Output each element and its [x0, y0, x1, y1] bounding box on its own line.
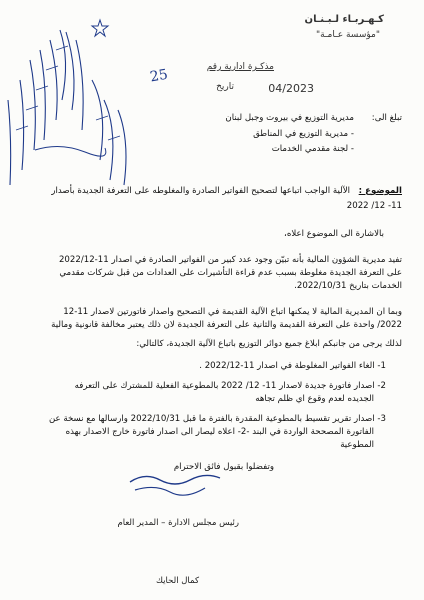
paragraph-line: تفيد مديرية الشؤون المالية بأنه تبيّن وجود عدد كبير من الفواتير الصادرة في اصدار 11-2022/12	[58, 255, 402, 265]
org-type: "مؤسسة عـامـة"	[315, 30, 380, 40]
closing-line: وتفضلوا بقبول فائق الاحترام	[173, 462, 274, 472]
signature-title: رئيس مجلس الادارة – المدير العام	[117, 518, 239, 528]
recipients-label: تبلغ الى:	[371, 113, 402, 123]
handwritten-date-squiggle	[120, 470, 240, 500]
paragraph-line: لذلك يرجى من جانبكم ابلاغ جميع دوائر التوزيع باتباع الآلية الجديدة، كالتالي:	[136, 339, 402, 349]
paragraph-line: 2022/ واحدة على التعرفة القديمة والثانية على التعرفة الجديدة لان ذلك يعتبر مخالفة قانونية ومالية	[51, 320, 402, 330]
margin-handwriting-scribbles	[0, 20, 135, 190]
memo-date-label: تاريخ	[216, 82, 234, 92]
recipient-item: - مديرية التوزيع في المناطق	[253, 129, 354, 139]
subject-line-1: الآلية الواجب اتباعها لتصحيح الفواتير الصادرة والمغلوطه على التعرفة الجديدة بأصدار	[51, 186, 350, 196]
paragraph-line: وبما ان المديرية المالية لا يمكنها اتباع الآلية القديمة في التصحيح واصدار فاتورتين لاصدار 11-12	[63, 307, 402, 317]
memo-number-handwritten: 25	[148, 66, 170, 86]
paragraph-line: الخدمات بتاريخ 2022/10/31.	[294, 281, 402, 291]
memo-date-value: 04/2023	[268, 82, 314, 95]
subject-label: الموضوع :	[358, 186, 402, 196]
recipient-item: - لجنة مقدمي الخدمات	[271, 144, 354, 154]
step-line: المطوعية	[340, 440, 374, 450]
paragraph-line: على التعرفة الجديدة مغلوطة بسبب عدم قراءة التأشيرات على العدادات من قبل شركات مقدمي	[59, 268, 402, 278]
signature-name: كمال الحايك	[156, 576, 199, 586]
step-line: 2- اصدار فاتورة جديدة لاصدار 11- 12/ 2022 بالمطوعية الفعلية للمشترك على التعرفه	[74, 381, 386, 391]
step-line: 1- الغاء الفواتير المغلوطة في اصدار 11-2022/12 .	[199, 361, 386, 371]
step-line: الفاتورة المصححة الواردة في البند -2- اعلاه ليصار الى اصدار فاتورة خارج الاصدار بهذه	[65, 427, 374, 437]
recipient-item: مديرية التوزيع في بيروت وجبل لبنان	[225, 113, 354, 123]
step-line: 3- اصدار تقرير تقسيط بالمطوعية المقدرة بالفترة ما قبل 2022/10/31 وارسالها مع نسخة عن	[48, 414, 386, 424]
org-name: كـهـربـاء لـبـنـان	[304, 14, 384, 25]
reference-line: بالاشارة الى الموضوع اعلاه،	[284, 229, 384, 239]
step-line: الجديده لعدم وقوع اي ظلم تجاهه	[255, 394, 374, 404]
subject-line-2: 11- 12/ 2022	[346, 201, 402, 211]
memo-title: مذكـرة ادارية رقم	[206, 62, 274, 72]
margin-handwriting-line	[30, 140, 110, 160]
